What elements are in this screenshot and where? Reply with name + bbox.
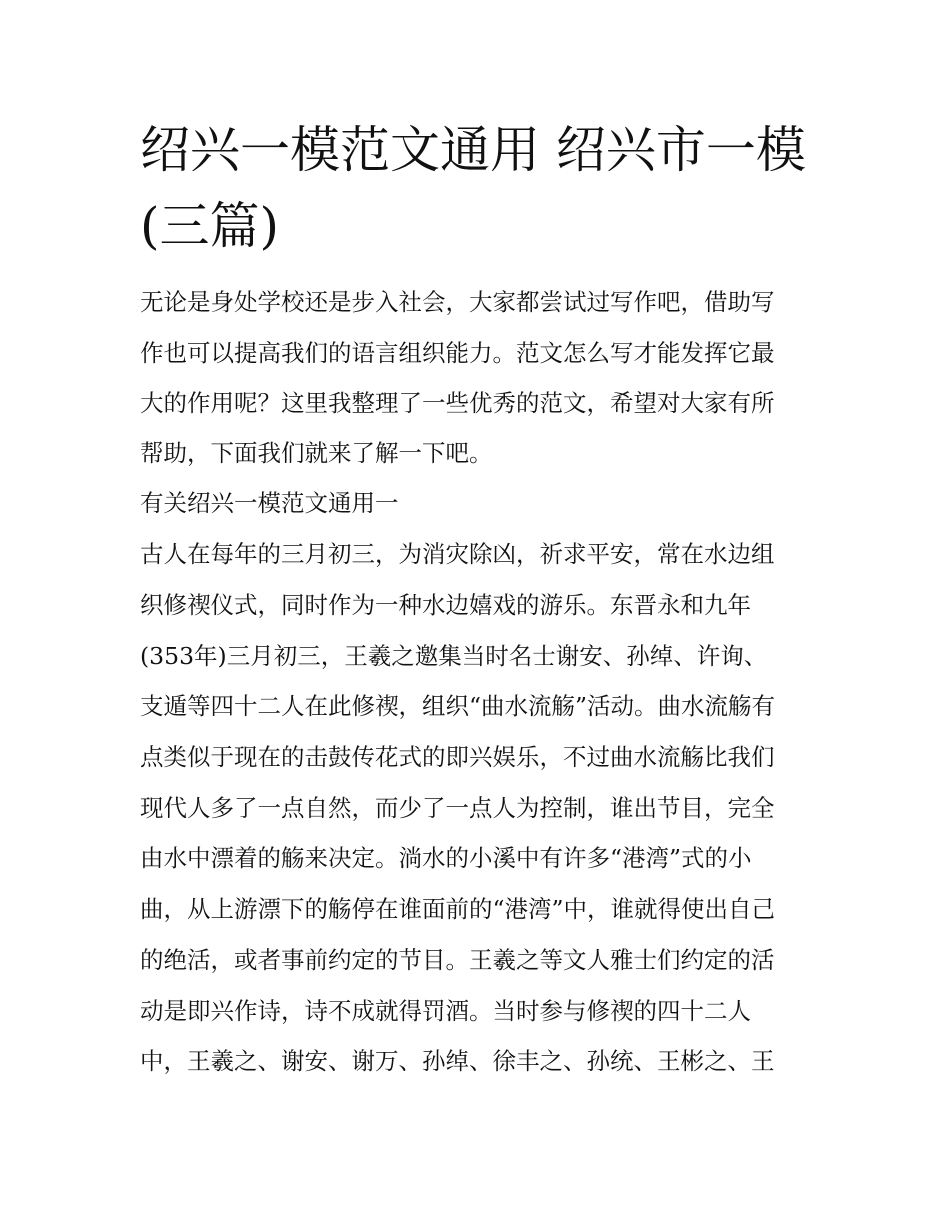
body-line-7: 由水中漂着的觞来决定。淌水的小溪中有许多“港湾”式的小 <box>140 844 752 872</box>
intro-line-2: 作也可以提高我们的语言组织能力。范文怎么写才能发挥它最 <box>140 339 775 367</box>
intro-line-1: 无论是身处学校还是步入社会，大家都尝试过写作吧，借助写 <box>140 288 775 316</box>
intro-line-4: 帮助，下面我们就来了解一下吧。 <box>140 439 493 467</box>
body-line-3: (353年)三月初三，王羲之邀集当时名士谢安、孙绰、许询、 <box>140 642 768 670</box>
body-line-1: 古人在每年的三月初三，为消灾除凶，祈求平安，常在水边组 <box>140 540 775 568</box>
section-heading: 有关绍兴一模范文通用一 <box>140 489 399 517</box>
title-line-2: (三篇) <box>140 197 280 255</box>
intro-line-3: 大的作用呢？这里我整理了一些优秀的范文，希望对大家有所 <box>140 389 775 417</box>
body-line-8: 曲，从上游漂下的觞停在谁面前的“港湾”中，谁就得使出自己 <box>140 895 776 923</box>
body-line-9: 的绝活，或者事前约定的节目。王羲之等文人雅士们约定的活 <box>140 946 775 974</box>
title-line-1: 绍兴一模范文通用 绍兴市一模 <box>140 121 806 179</box>
body-line-10: 动是即兴作诗，诗不成就得罚酒。当时参与修禊的四十二人 <box>140 997 751 1025</box>
page-title <box>140 112 820 264</box>
body-line-6: 现代人多了一点自然，而少了一点人为控制，谁出节目，完全 <box>140 794 775 822</box>
body-line-4: 支遁等四十二人在此修禊，组织“曲水流觞”活动。曲水流觞有 <box>140 692 776 720</box>
body-line-11: 中，王羲之、谢安、谢万、孙绰、徐丰之、孙统、王彬之、王 <box>140 1047 775 1075</box>
body-line-2: 织修禊仪式，同时作为一种水边嬉戏的游乐。东晋永和九年 <box>140 591 751 619</box>
body-line-5: 点类似于现在的击鼓传花式的即兴娱乐，不过曲水流觞比我们 <box>140 743 775 771</box>
